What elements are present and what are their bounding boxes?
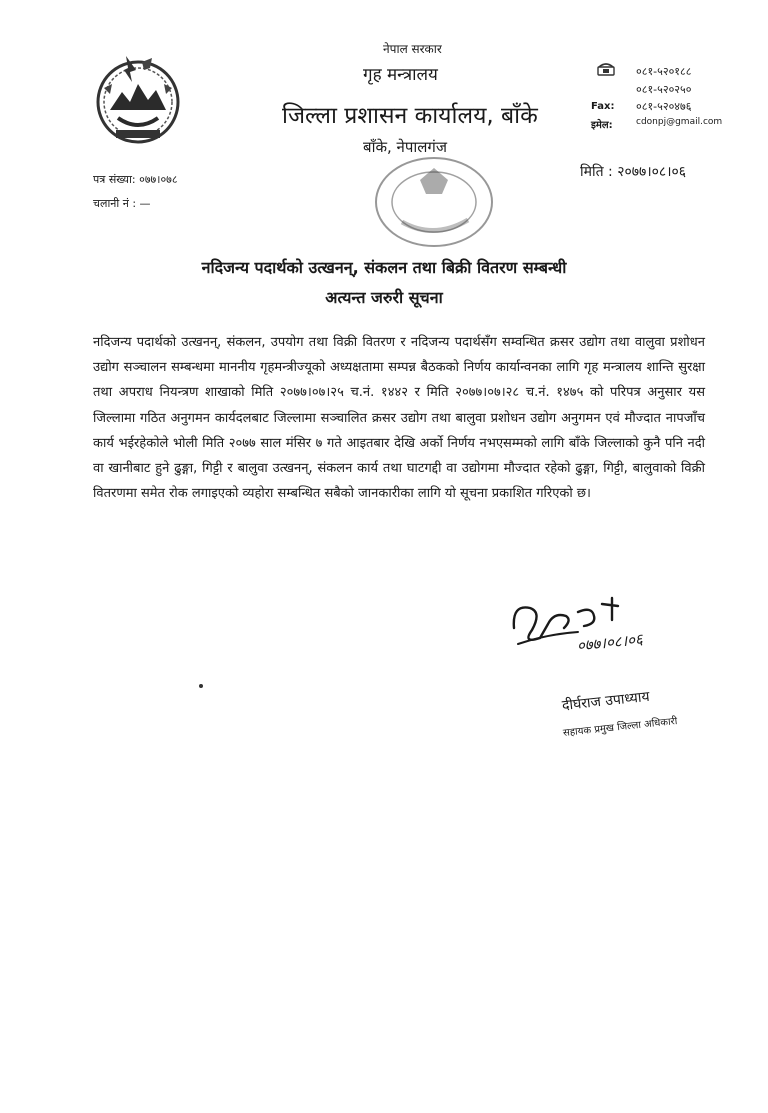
letter-date: मिति : २०७७।०८।०६ <box>580 164 687 180</box>
telephone-icon <box>597 62 615 76</box>
phone-number-1: ०८१-५२०१८८ <box>636 65 692 78</box>
letter-number: पत्र संख्या: ०७७।०७८ <box>93 173 178 186</box>
handwritten-signature <box>508 594 708 664</box>
signatory-title: सहायक प्रमुख जिल्ला अधिकारी <box>562 716 678 739</box>
dispatch-number: चलानी नं : — <box>93 197 151 210</box>
ministry-name: गृह मन्त्रालय <box>363 65 438 85</box>
phone-number-2: ०८१-५२०२५० <box>636 83 692 96</box>
notice-title: नदिजन्य पदार्थको उत्खनन्, संकलन तथा बिक्री वितरण सम्बन्धी <box>201 258 567 277</box>
government-name: नेपाल सरकार <box>383 42 442 56</box>
fax-number: ०८१-५२०४७६ <box>636 100 692 113</box>
signature-date: ०७७।०८।०६ <box>576 630 644 655</box>
notice-subtitle: अत्यन्त जरुरी सूचना <box>325 288 443 307</box>
notice-body: नदिजन्य पदार्थको उत्खनन्, संकलन, उपयोग तथा विक्री वितरण र नदिजन्य पदार्थसँग सम्वन्धित क्रसर उद्योग तथा वालुवा प्रशोधन उद्योग सञ्चालन सम्बन्धमा माननीय गृहमन्त्रीज्यूको अध्यक्षतामा सम्पन्न बैठकको निर्णय कार्यान्वनका लागि गृह मन्त्रालय शान्ति सुरक्षा तथा अपराध नियन्त्रण शाखाको मिति २०७७।०७।२५ च.नं. १४४२ र मिति २०७७।०७।२८ च.नं. १४७५ को परिपत्र अनुसार यस जिल्लामा गठित अनुगमन कार्यदलबाट जिल्लामा सञ्चालित क्रसर उद्योग तथा बालुवा प्रशोधन उद्योग अनुगमन एवं मौज्दात नापजाँच कार्य भईरहेकोले भोली मिति २०७७ साल मंसिर ७ गते आइतबार देखि अर्को निर्णय नभएसम्मको लागि बाँके जिल्लाको कुनै पनि नदी वा खानीबाट हुने ढुङ्गा, गिट्टी र बालुवा उत्खनन्, संकलन कार्य तथा घाटगद्दी वा उद्योगमा मौज्दात रहेको ढुङ्गा, गिट्टी, बालुवाको विक्री वितरणमा समेत रोक लगाइएको व्यहोरा सम्बन्धित सबैको जानकारीका लागि यो सूचना प्रकाशित गरिएको छ। <box>93 335 705 502</box>
office-seal-stamp <box>372 150 502 250</box>
office-address: बाँके, नेपालगंज <box>363 138 447 156</box>
ink-dot <box>199 684 203 688</box>
email-label: इमेल: <box>591 120 613 131</box>
fax-label: Fax: <box>591 101 615 112</box>
email-address: cdonpj@gmail.com <box>636 117 723 127</box>
signatory-name: दीर्घराज उपाध्याय <box>561 688 651 714</box>
nepal-emblem-icon <box>92 48 184 148</box>
office-name: जिल्ला प्रशासन कार्यालय, बाँके <box>282 103 538 129</box>
